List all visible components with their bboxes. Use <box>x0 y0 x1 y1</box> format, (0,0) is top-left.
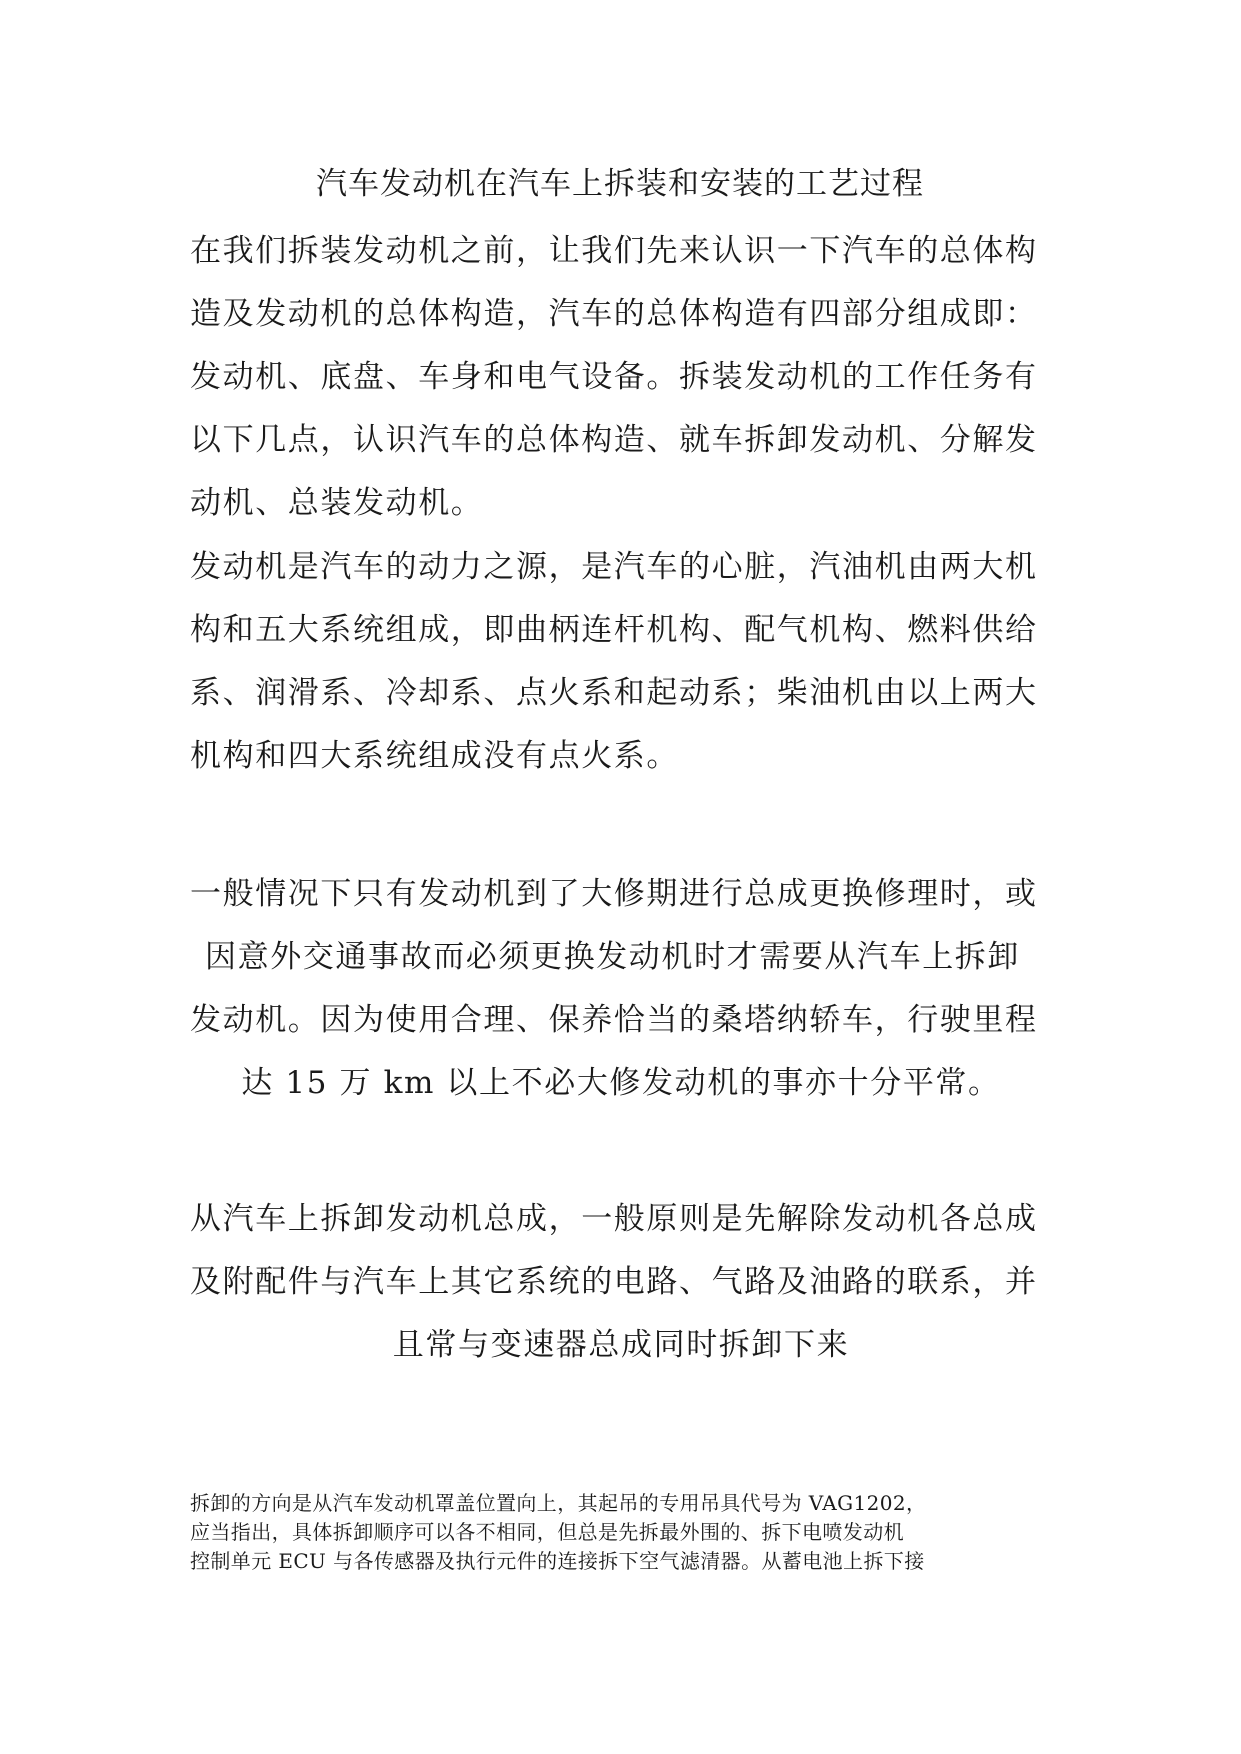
paragraph-3-line-2: 因意外交通事故而必须更换发动机时才需要从汽车上拆卸 <box>205 939 1020 975</box>
paragraph-3-line-1: 一般情况下只有发动机到了大修期进行总成更换修理时，或 <box>190 876 1038 912</box>
paragraph-4 <box>190 1188 1052 1377</box>
paragraph-1-line-1: 在我们拆装发动机之前，让我们先来认识一下汽车的总体构 <box>190 233 1038 269</box>
paragraph-3 <box>190 863 1052 1115</box>
paragraph-5-line-2: 应当指出，具体拆卸顺序可以各不相同，但总是先拆最外围的、拆下电喷发动机 <box>190 1520 904 1544</box>
paragraph-3-line-4: 达 15 万 km 以上不必大修发动机的事亦十分平常。 <box>241 1065 1001 1101</box>
paragraph-1 <box>190 220 1052 535</box>
paragraph-1-line-3: 发动机、底盘、车身和电气设备。拆装发动机的工作任务有 <box>190 359 1038 395</box>
paragraph-5-line-3: 控制单元 ECU 与各传感器及执行元件的连接拆下空气滤清器。从蓄电池上拆下接 <box>190 1549 925 1573</box>
paragraph-3-line-3: 发动机。因为使用合理、保养恰当的桑塔纳轿车，行驶里程 <box>190 1002 1038 1038</box>
paragraph-4-line-3: 且常与变速器总成同时拆卸下来 <box>392 1327 850 1363</box>
paragraph-1-line-5: 动机、总装发动机。 <box>190 485 484 521</box>
document-title: 汽车发动机在汽车上拆装和安装的工艺过程 <box>316 166 924 202</box>
paragraph-5-line-1: 拆卸的方向是从汽车发动机罩盖位置向上，其起吊的专用吊具代号为 VAG1202， <box>190 1491 927 1515</box>
paragraph-5 <box>190 1489 1052 1576</box>
paragraph-4-line-2: 及附配件与汽车上其它系统的电路、气路及油路的联系，并 <box>190 1264 1038 1300</box>
paragraph-2-line-3: 系、润滑系、冷却系、点火系和起动系；柴油机由以上两大 <box>190 675 1038 711</box>
paragraph-1-line-2: 造及发动机的总体构造，汽车的总体构造有四部分组成即： <box>190 296 1038 332</box>
paragraph-4-line-1: 从汽车上拆卸发动机总成，一般原则是先解除发动机各总成 <box>190 1201 1038 1237</box>
paragraph-1-line-4: 以下几点，认识汽车的总体构造、就车拆卸发动机、分解发 <box>190 422 1038 458</box>
paragraph-2 <box>190 536 1052 788</box>
paragraph-2-line-1: 发动机是汽车的动力之源，是汽车的心脏，汽油机由两大机 <box>190 549 1038 585</box>
paragraph-2-line-4: 机构和四大系统组成没有点火系。 <box>190 738 679 774</box>
paragraph-2-line-2: 构和五大系统组成，即曲柄连杆机构、配气机构、燃料供给 <box>190 612 1038 648</box>
